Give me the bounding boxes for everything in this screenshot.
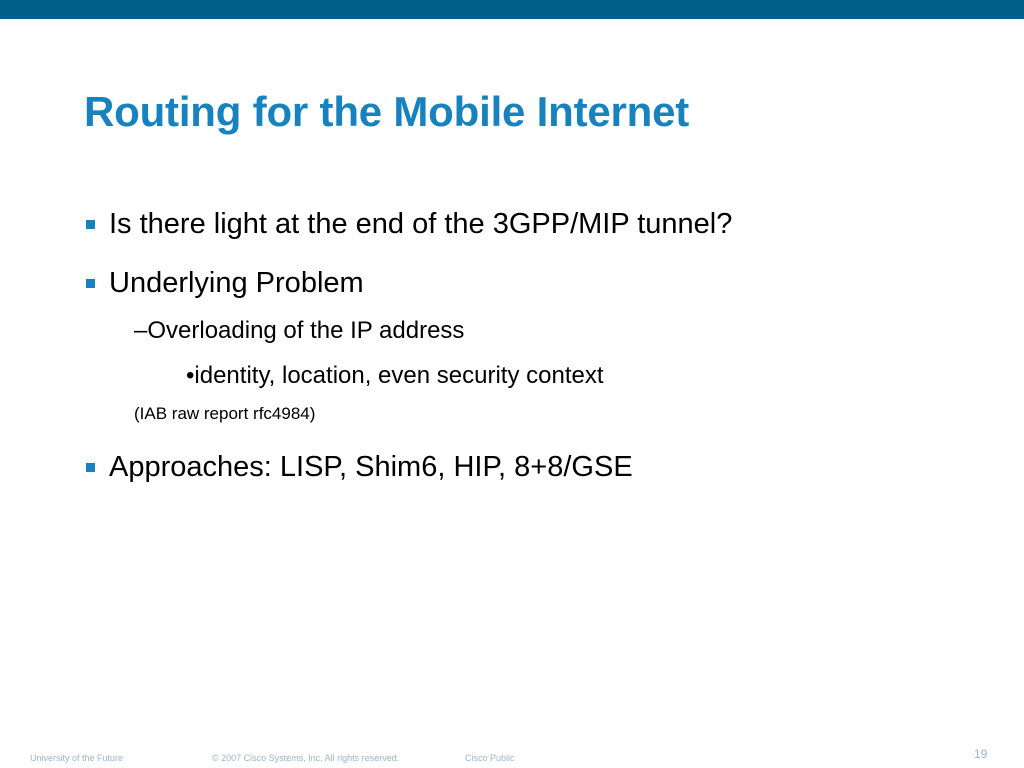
- square-bullet-icon: [86, 220, 95, 229]
- bullet-item: [109, 207, 732, 241]
- bullet-item: [109, 266, 364, 300]
- footer-classification: Cisco Public: [465, 753, 515, 763]
- sub-sub-bullet-item: •identity, location, even security context: [186, 362, 604, 389]
- footer-copyright: © 2007 Cisco Systems, Inc. All rights reserved.: [212, 753, 400, 763]
- sub-bullet-item: –Overloading of the IP address: [134, 317, 465, 344]
- page-number: 19: [974, 747, 988, 761]
- footer-presentation-name: University of the Future: [30, 753, 124, 763]
- slide-title: Routing for the Mobile Internet: [84, 88, 690, 135]
- bullet-item: [109, 450, 633, 484]
- bullet-text: Is there light at the end of the 3GPP/MIP tunnel?: [109, 208, 733, 240]
- reference-note: (IAB raw report rfc4984): [134, 404, 316, 423]
- bullet-text: Approaches: LISP, Shim6, HIP, 8+8/GSE: [109, 451, 633, 483]
- square-bullet-icon: [86, 279, 95, 288]
- square-bullet-icon: [86, 463, 95, 472]
- top-banner-bar: [0, 0, 1024, 19]
- bullet-text: Underlying Problem: [109, 267, 364, 299]
